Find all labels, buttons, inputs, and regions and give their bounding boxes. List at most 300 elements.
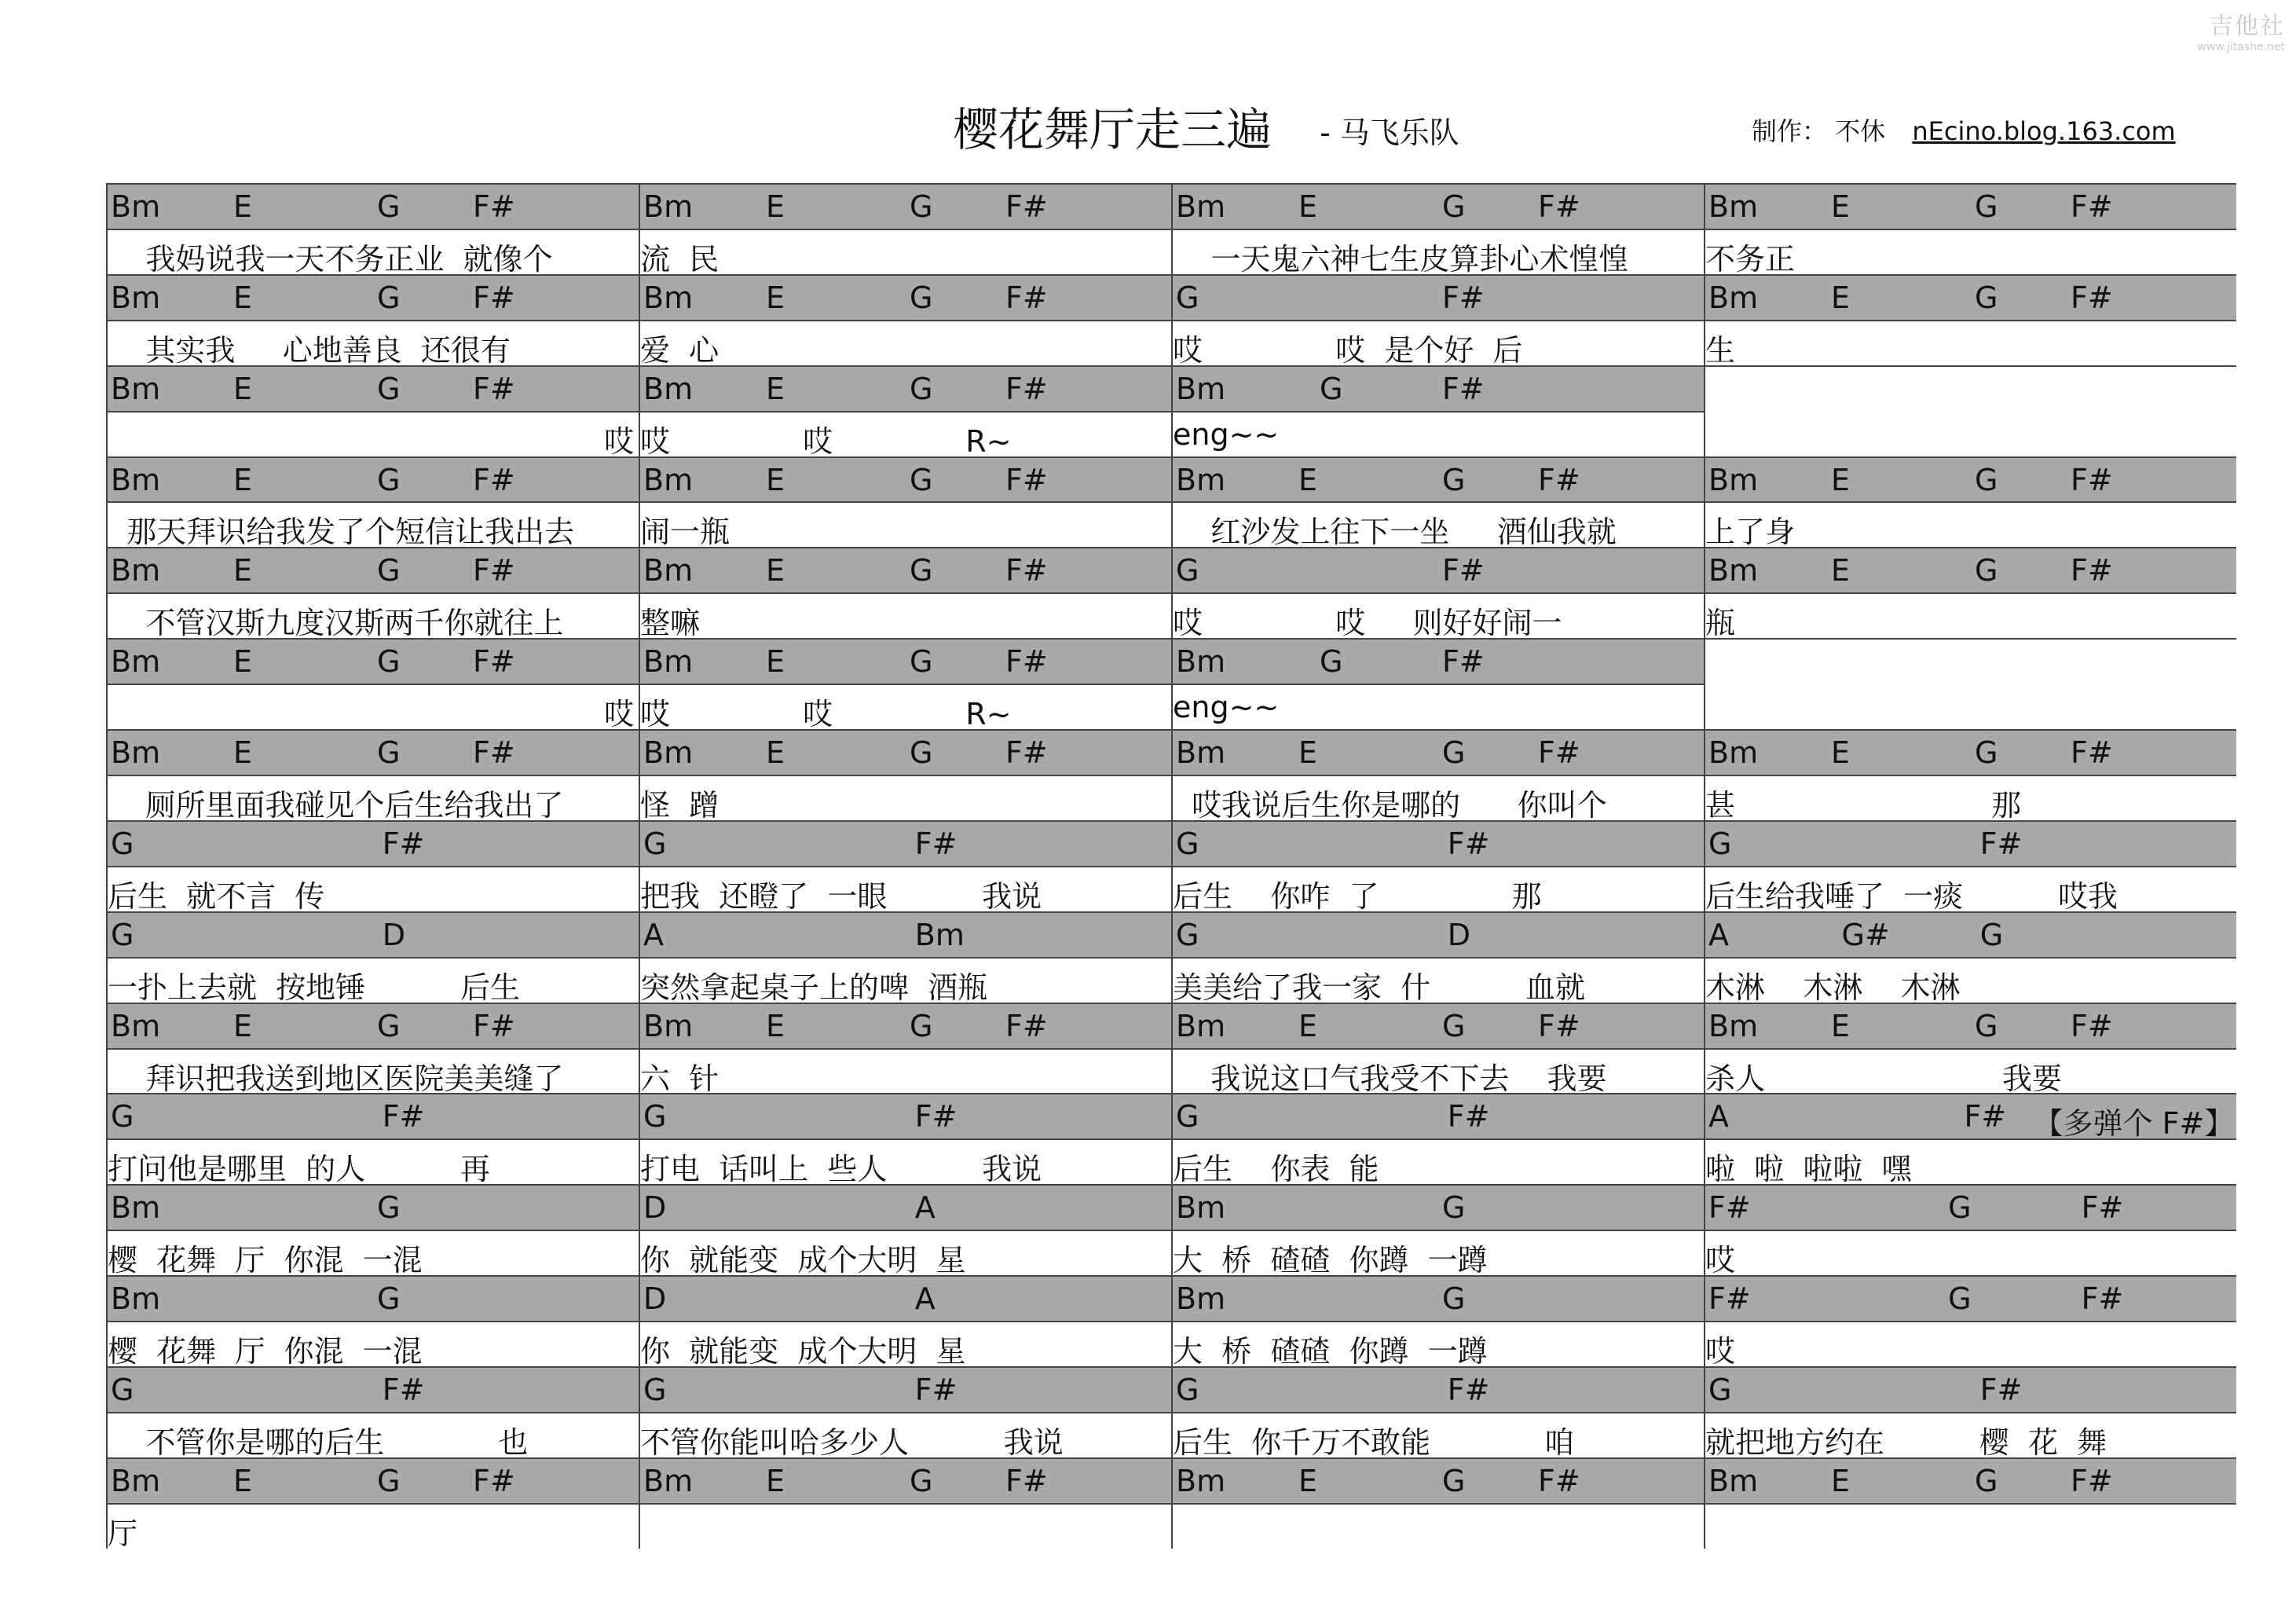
chord-cell [1171, 820, 1704, 866]
chord-cell [639, 274, 1171, 320]
lyric-text: 樱 花舞 厅 你混 一混 [108, 1334, 423, 1366]
chord-symbol: G [1979, 917, 2004, 952]
lyric-text: 我妈说我一天不务正业 就像个 [108, 241, 553, 274]
chord-symbol: Bm [1176, 1190, 1226, 1226]
watermark-logo: 吉他社 [2210, 13, 2285, 40]
chord-symbol: G [910, 735, 933, 771]
chord-symbol: F# [473, 553, 515, 588]
chord-symbol: G [1442, 1008, 1466, 1043]
chord-symbol: Bm [1176, 1463, 1226, 1498]
chord-symbol: E [765, 1463, 785, 1498]
chord-cell [639, 729, 1171, 775]
chord-symbol: G [377, 1008, 401, 1043]
chord-symbol: F# [1538, 1463, 1580, 1498]
chord-symbol: G [1176, 280, 1199, 315]
chord-symbol: G [910, 189, 933, 224]
chord-symbol: G [910, 462, 933, 497]
chord-symbol: Bm [111, 1190, 161, 1226]
chord-symbol: G [1442, 1281, 1466, 1317]
chord-symbol: G [1442, 1463, 1466, 1498]
chord-symbol: F# [2071, 189, 2113, 224]
chord-symbol: F# [382, 1099, 425, 1135]
chord-symbol: F# [473, 644, 515, 680]
lyric-cell [1704, 866, 2236, 911]
chord-symbol: G [377, 553, 401, 588]
chord-cell [639, 1003, 1171, 1048]
chord-cell [106, 1184, 639, 1230]
lyric-text: 哎我说后生你是哪的 你叫个 [1173, 787, 1607, 820]
chord-symbol: D [382, 917, 406, 952]
lyric-cell [1704, 1230, 2236, 1275]
lyric-cell [106, 1230, 639, 1275]
chord-symbol: Bm [1708, 189, 1759, 224]
chord-symbol: Bm [1708, 735, 1759, 771]
chord-symbol: F# [2081, 1190, 2124, 1226]
lyric-cell [1704, 1412, 2236, 1457]
lyric-text: 你 就能变 成个大明 星 [640, 1334, 966, 1366]
chord-symbol: F# [914, 826, 958, 861]
chord-symbol: F# [914, 1099, 958, 1135]
chord-cell [106, 456, 639, 502]
lyric-text: 后生 你咋 了 那 [1173, 878, 1542, 911]
chord-symbol: E [1830, 462, 1850, 497]
lyric-cell [106, 411, 639, 456]
chord-symbol: Bm [1708, 1008, 1759, 1043]
lyric-cell [639, 229, 1171, 274]
chord-symbol: E [1830, 1463, 1850, 1498]
chord-symbol: F# [2071, 280, 2113, 315]
chord-cell [1171, 1003, 1704, 1048]
chord-symbol: G [1176, 553, 1199, 588]
chord-symbol: E [765, 189, 785, 224]
chord-symbol: F# [1005, 371, 1048, 406]
lyric-cell [1171, 775, 1704, 820]
chord-symbol: G [377, 1463, 401, 1498]
chord-symbol: F# [1005, 553, 1048, 588]
chord-symbol: G [1975, 189, 1998, 224]
chord-symbol: F# [473, 280, 515, 315]
chord-symbol: Bm [1176, 735, 1226, 771]
chord-symbol: G [1975, 1463, 1998, 1498]
chord-cell [1704, 456, 2236, 502]
lyric-text: 瓶 [1705, 606, 1736, 639]
lyric-text: 红沙发上往下一坐 酒仙我就 [1173, 515, 1617, 548]
chord-symbol: F# [473, 371, 515, 406]
lyric-cell [1704, 1048, 2236, 1094]
chord-cell [106, 911, 639, 957]
lyric-cell [106, 684, 639, 729]
lyric-text: 我说这口气我受不下去 我要 [1173, 1061, 1607, 1094]
lyric-text: 哎 哎 是个好 后 [1173, 332, 1523, 365]
chord-symbol: F# [1005, 735, 1048, 771]
chord-symbol: F# [1708, 1281, 1751, 1317]
chord-symbol: F# [1005, 644, 1048, 680]
chord-cell [1171, 1184, 1704, 1230]
lyric-cell [639, 501, 1171, 547]
chord-cell [106, 820, 639, 866]
lyric-cell [1171, 592, 1704, 638]
chord-cell [106, 1003, 639, 1048]
chord-cell [106, 1366, 639, 1412]
chord-cell [1171, 1457, 1704, 1503]
chord-symbol: E [233, 462, 252, 497]
lyric-cell [1171, 1138, 1704, 1184]
chord-symbol: G [1975, 1008, 1998, 1043]
chord-symbol: G [377, 189, 401, 224]
lyric-cell [1171, 411, 1704, 456]
chord-symbol: Bm [643, 1008, 694, 1043]
lyric-cell [106, 1503, 639, 1549]
lyric-text: eng~~ [1173, 690, 1280, 725]
chord-symbol: Bm [1176, 371, 1226, 406]
chord-symbol: Bm [1176, 189, 1226, 224]
chord-cell [1704, 729, 2236, 775]
chord-symbol: G [1442, 189, 1466, 224]
lyric-cell [1171, 684, 1704, 729]
chord-symbol: D [643, 1190, 667, 1226]
chord-symbol: Bm [111, 1008, 161, 1043]
chord-symbol: G [910, 644, 933, 680]
chord-symbol: Bm [643, 371, 694, 406]
lyric-cell [639, 1412, 1171, 1457]
lyric-cell [1171, 1048, 1704, 1094]
lyric-cell [639, 866, 1171, 911]
chord-symbol: G [377, 462, 401, 497]
chord-symbol: G [1975, 280, 1998, 315]
chord-symbol: G [910, 1463, 933, 1498]
lyric-text: 不管汉斯九度汉斯两千你就往上 [108, 606, 564, 639]
chord-symbol: F# [1005, 189, 1048, 224]
lyric-cell [106, 320, 639, 365]
lyric-cell [106, 229, 639, 274]
lyric-text: 哎 哎 R~ [640, 697, 1012, 730]
chord-symbol: Bm [1708, 280, 1759, 315]
chord-symbol: E [233, 189, 252, 224]
lyric-text: 厕所里面我碰见个后生给我出了 [108, 787, 564, 820]
chord-symbol: G [1176, 1372, 1199, 1407]
lyric-cell [639, 1048, 1171, 1094]
lyric-text: 不管你是哪的后生 也 [108, 1424, 529, 1457]
lyric-cell [1704, 1321, 2236, 1366]
lyric-cell [106, 1138, 639, 1184]
chord-symbol: F# [473, 1463, 515, 1498]
chord-symbol: Bm [643, 735, 694, 771]
chord-symbol: Bm [111, 644, 161, 680]
chord-cell [1704, 1275, 2236, 1321]
chord-cell [639, 1457, 1171, 1503]
chord-symbol: Bm [643, 553, 694, 588]
chord-cell [1171, 547, 1704, 592]
credit-line [1752, 112, 2176, 148]
lyric-cell [1704, 1503, 2236, 1549]
chord-symbol: G [1442, 462, 1466, 497]
chord-symbol: G [111, 826, 134, 861]
chord-cell [639, 1366, 1171, 1412]
chord-cell [106, 365, 639, 411]
song-artist: - 马飞乐队 [1320, 115, 1459, 150]
chord-symbol: G [377, 371, 401, 406]
lyric-cell [1171, 1503, 1704, 1549]
chord-symbol: A [1708, 917, 1729, 952]
chord-symbol: F# [914, 1372, 958, 1407]
chord-symbol: G# [1841, 917, 1890, 952]
chord-symbol: Bm [111, 553, 161, 588]
chord-symbol: F# [1538, 189, 1580, 224]
lyric-text: 后生 就不言 传 [108, 878, 325, 911]
chord-symbol: F# [2071, 1008, 2113, 1043]
chord-symbol: G [1176, 1099, 1199, 1135]
chord-cell [639, 638, 1171, 684]
lyric-text: 哎 哎 则好好闹一 [1173, 606, 1562, 639]
lyric-cell [639, 1138, 1171, 1184]
chord-symbol: G [1176, 917, 1199, 952]
chord-symbol: F# [1447, 826, 1490, 861]
lyric-text: 整嘛 [640, 606, 701, 639]
chord-symbol: G [643, 1099, 667, 1135]
lyric-cell [639, 411, 1171, 456]
chord-symbol: G [910, 280, 933, 315]
chord-symbol: Bm [643, 644, 694, 680]
chord-symbol: E [765, 371, 785, 406]
chord-cell [1171, 1093, 1704, 1138]
chord-symbol: Bm [111, 280, 161, 315]
lyric-text: 上了身 [1705, 515, 1796, 548]
chord-symbol: F# [1979, 1372, 2023, 1407]
chord-symbol: G [377, 280, 401, 315]
lyric-cell [1171, 957, 1704, 1003]
chord-cell [639, 1275, 1171, 1321]
chord-symbol: Bm [111, 371, 161, 406]
chord-symbol: F# [2071, 1463, 2113, 1498]
lyric-text: 把我 还瞪了 一眼 我说 [640, 878, 1042, 911]
chord-cell [1704, 274, 2236, 320]
lyric-cell [639, 1503, 1171, 1549]
chord-symbol: Bm [643, 462, 694, 497]
lyric-cell [1704, 501, 2236, 547]
chord-symbol: G [643, 1372, 667, 1407]
lyric-cell [1171, 1412, 1704, 1457]
chord-symbol: E [1298, 189, 1317, 224]
chord-symbol: E [1830, 189, 1850, 224]
chord-cell [639, 547, 1171, 592]
watermark [2197, 6, 2285, 53]
credit-url: nEcino.blog.163.com [1912, 116, 2176, 146]
chord-symbol: F# [473, 189, 515, 224]
lyric-cell [1704, 320, 2236, 365]
lyric-text: 打电 话叫上 些人 我说 [640, 1152, 1042, 1185]
chord-symbol: 【多弹个 F#】 [2033, 1106, 2235, 1139]
lyric-text: 哎 [603, 697, 634, 730]
lyric-cell [1171, 866, 1704, 911]
chord-symbol: G [377, 644, 401, 680]
lyric-cell [1704, 957, 2236, 1003]
chord-symbol: E [1298, 462, 1317, 497]
chord-symbol: Bm [111, 735, 161, 771]
chord-symbol: G [1948, 1190, 1972, 1226]
chord-symbol: F# [1442, 553, 1485, 588]
chord-cell [106, 547, 639, 592]
lyric-cell [106, 866, 639, 911]
chord-symbol: Bm [1176, 1008, 1226, 1043]
lyric-text: 那天拜识给我发了个短信让我出去 [108, 515, 575, 548]
chord-cell [1704, 547, 2236, 592]
lyric-text: 木淋 木淋 木淋 [1705, 970, 1961, 1003]
lyric-cell [106, 501, 639, 547]
chord-cell [1171, 183, 1704, 229]
chord-symbol: E [233, 553, 252, 588]
lyric-text: 后生 你千万不敢能 咱 [1173, 1424, 1575, 1457]
chord-symbol: F# [1538, 1008, 1580, 1043]
chord-symbol: F# [1005, 1008, 1048, 1043]
lyric-text: 一扑上去就 按地锤 后生 [108, 970, 520, 1003]
chord-symbol: F# [1979, 826, 2023, 861]
chord-cell [1171, 456, 1704, 502]
lyric-cell [106, 1048, 639, 1094]
chord-cell [639, 1184, 1171, 1230]
chord-symbol: Bm [1708, 1463, 1759, 1498]
lyric-cell [1171, 501, 1704, 547]
lyric-text: 大 桥 碴碴 你蹲 一蹲 [1173, 1334, 1488, 1366]
chord-symbol: G [910, 553, 933, 588]
lyric-text: 流 民 [640, 241, 720, 274]
chord-cell [639, 1093, 1171, 1138]
chord-symbol: F# [2071, 462, 2113, 497]
lyric-cell [1171, 1230, 1704, 1275]
chord-cell [106, 274, 639, 320]
chord-symbol: E [233, 735, 252, 771]
chord-symbol: Bm [1176, 644, 1226, 680]
chord-symbol: Bm [1708, 462, 1759, 497]
chord-symbol: Bm [111, 1463, 161, 1498]
chord-cell [1704, 183, 2236, 229]
chord-symbol: E [765, 735, 785, 771]
chord-symbol: G [910, 371, 933, 406]
chord-cell [1704, 1184, 2236, 1230]
chord-cell [1171, 911, 1704, 957]
lyric-text: 美美给了我一家 什 血就 [1173, 970, 1585, 1003]
chord-cell [1704, 1003, 2236, 1048]
chord-cell [106, 1275, 639, 1321]
chord-symbol: G [1176, 826, 1199, 861]
lyric-text: 大 桥 碴碴 你蹲 一蹲 [1173, 1243, 1488, 1276]
chord-symbol: Bm [1708, 553, 1759, 588]
lyric-text: 后生 你表 能 [1173, 1152, 1379, 1185]
chord-cell [106, 1457, 639, 1503]
lyric-text: 怪 蹭 [640, 787, 720, 820]
lyric-cell [639, 957, 1171, 1003]
chord-cell [1704, 911, 2236, 957]
chord-cell [1171, 1366, 1704, 1412]
lyric-text: 厅 [108, 1516, 138, 1549]
chord-symbol: G [1320, 644, 1343, 680]
lyric-text: 生 [1705, 332, 1736, 365]
chord-symbol: F# [473, 1008, 515, 1043]
chord-cell [639, 183, 1171, 229]
chord-symbol: Bm [643, 189, 694, 224]
lyric-text: 一天鬼六神七生皮算卦心术惶惶 [1173, 241, 1629, 274]
lyric-cell [106, 592, 639, 638]
chord-symbol: F# [1708, 1190, 1751, 1226]
chord-symbol: F# [1442, 280, 1485, 315]
chord-symbol: G [111, 1372, 134, 1407]
chord-symbol: G [1708, 826, 1732, 861]
chord-symbol: G [1975, 553, 1998, 588]
watermark-url: www.jitashe.net [2197, 41, 2285, 53]
chord-symbol: G [377, 1190, 401, 1226]
chord-symbol: G [1975, 462, 1998, 497]
chord-symbol: F# [382, 826, 425, 861]
chord-cell [1171, 729, 1704, 775]
lyric-text: 不务正 [1705, 241, 1796, 274]
chord-symbol: F# [2081, 1281, 2124, 1317]
chord-symbol: G [1708, 1372, 1732, 1407]
lyric-cell [1704, 1138, 2236, 1184]
lyric-cell [106, 1412, 639, 1457]
chord-symbol: F# [1964, 1099, 2007, 1135]
lyric-cell [639, 592, 1171, 638]
chord-symbol: G [1975, 735, 1998, 771]
lyric-text: 后生给我唾了 一痰 哎我 [1705, 878, 2118, 911]
chord-symbol: E [233, 371, 252, 406]
chord-cell [106, 729, 639, 775]
lyric-cell [639, 1321, 1171, 1366]
chord-symbol: E [233, 280, 252, 315]
lyric-text: 闹一瓶 [640, 515, 731, 548]
lyric-text: 哎 哎 R~ [640, 423, 1012, 456]
chord-cell [1704, 820, 2236, 866]
chord-symbol: F# [1538, 462, 1580, 497]
lyric-cell [1171, 320, 1704, 365]
chord-cell [1171, 365, 1704, 411]
chord-cell [106, 183, 639, 229]
chord-cell [639, 820, 1171, 866]
chord-symbol: F# [473, 735, 515, 771]
lyric-text: 哎 [1705, 1243, 1736, 1276]
chord-symbol: E [1298, 1463, 1317, 1498]
lyric-text: 拜识把我送到地区医院美美缝了 [108, 1061, 564, 1094]
lyric-text: 其实我 心地善良 还很有 [108, 332, 511, 365]
chord-symbol: Bm [1176, 1281, 1226, 1317]
lyric-text: 你 就能变 成个大明 星 [640, 1243, 966, 1276]
chord-symbol: G [1442, 1190, 1466, 1226]
chord-symbol: G [111, 917, 134, 952]
chord-symbol: F# [1005, 462, 1048, 497]
chord-symbol: F# [1005, 280, 1048, 315]
chord-symbol: E [765, 644, 785, 680]
chord-symbol: G [111, 1099, 134, 1135]
lyric-text: 就把地方约在 樱 花 舞 [1705, 1424, 2107, 1457]
chord-symbol: Bm [914, 917, 965, 952]
chord-cell [1704, 1457, 2236, 1503]
chord-cell [639, 456, 1171, 502]
chord-symbol: Bm [1176, 462, 1226, 497]
chord-cell [1171, 638, 1704, 684]
chord-symbol: G [1442, 735, 1466, 771]
lyric-text: 哎 [1705, 1334, 1736, 1366]
lyric-cell [1704, 775, 2236, 820]
lyric-cell [1704, 592, 2236, 638]
chord-symbol: F# [2071, 735, 2113, 771]
chord-symbol: Bm [111, 189, 161, 224]
chord-symbol: G [910, 1008, 933, 1043]
chord-sheet-grid [106, 183, 2236, 1549]
blank-cell [1704, 365, 2236, 456]
lyric-cell [106, 957, 639, 1003]
lyric-cell [639, 1230, 1171, 1275]
chord-symbol: Bm [643, 280, 694, 315]
lyric-cell [639, 684, 1171, 729]
chord-symbol: F# [1447, 1099, 1490, 1135]
